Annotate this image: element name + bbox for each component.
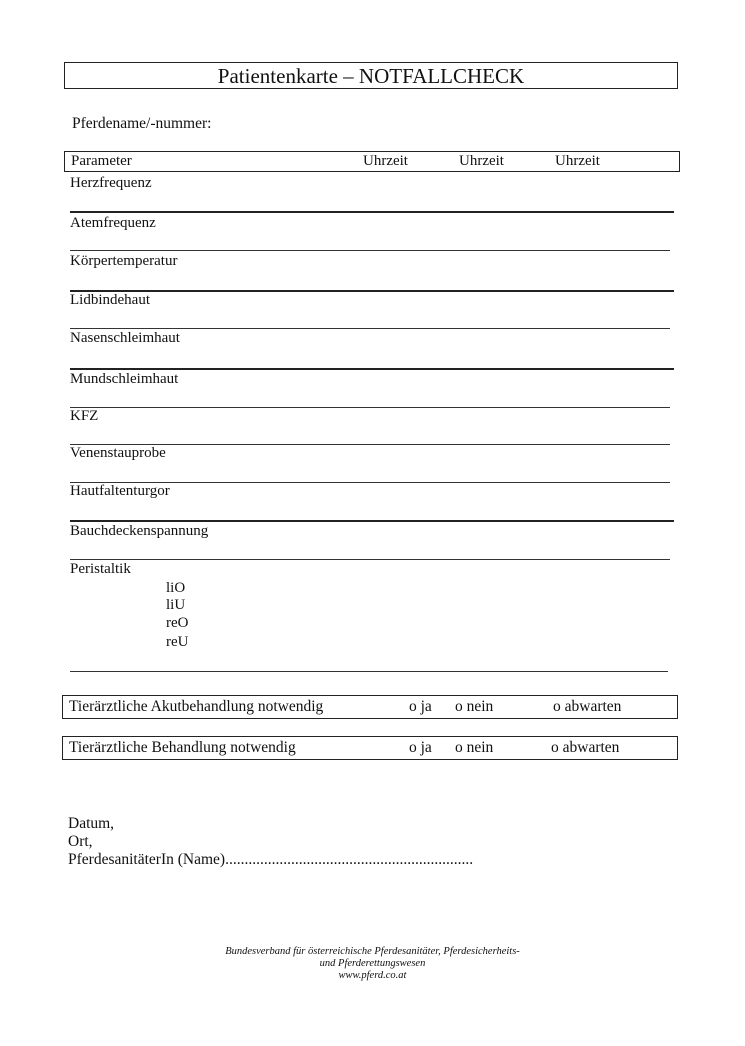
row-label-herzfrequenz: Herzfrequenz — [70, 175, 152, 191]
row-divider — [70, 290, 674, 292]
peristaltik-sub-liu: liU — [166, 597, 186, 613]
row-label-koerpertemperatur: Körpertemperatur — [70, 253, 178, 269]
row-divider — [70, 407, 670, 408]
row-label-peristaltik: Peristaltik — [70, 561, 131, 577]
table-header — [64, 151, 680, 172]
treatment-option-yes[interactable]: o ja — [409, 739, 432, 756]
footer-website: www.pferd.co.at — [338, 970, 407, 981]
row-divider — [70, 250, 670, 251]
row-label-atemfrequenz: Atemfrequenz — [70, 215, 156, 231]
acute-treatment-label: Tierärztliche Akutbehandlung notwendig — [69, 698, 324, 715]
row-label-bauchdeckenspannung: Bauchdeckenspannung — [70, 523, 209, 539]
peristaltik-sub-lio: liO — [166, 580, 186, 596]
row-label-hautfaltenturgor: Hautfaltenturgor — [70, 483, 170, 499]
page-title: Patientenkarte – NOTFALLCHECK — [64, 62, 678, 89]
row-label-mundschleimhaut: Mundschleimhaut — [70, 371, 179, 387]
paramedic-name-field[interactable]: PferdesanitäterIn (Name)................................................................ — [68, 851, 474, 868]
treatment-box — [62, 736, 678, 760]
treatment-label: Tierärztliche Behandlung notwendig — [69, 739, 296, 756]
acute-option-wait[interactable]: o abwarten — [553, 698, 622, 715]
acute-option-yes[interactable]: o ja — [409, 698, 432, 715]
row-label-lidbindehaut: Lidbindehaut — [70, 292, 150, 308]
header-parameter: Parameter — [71, 153, 132, 169]
place-label: Ort, — [68, 833, 93, 850]
row-label-venenstauprobe: Venenstauprobe — [70, 445, 166, 461]
footer-organization: Bundesverband für österreichische Pferdesanitäter, Pferdesicherheits- — [225, 946, 520, 957]
header-time-1: Uhrzeit — [363, 153, 408, 169]
row-divider — [70, 559, 670, 560]
footer-organization-cont: und Pferderettungswesen — [319, 958, 426, 969]
date-label: Datum, — [68, 815, 115, 832]
row-label-nasenschleimhaut: Nasenschleimhaut — [70, 330, 180, 346]
header-time-2: Uhrzeit — [459, 153, 504, 169]
row-divider — [70, 520, 674, 522]
treatment-option-no[interactable]: o nein — [455, 739, 494, 756]
row-divider — [70, 671, 668, 672]
horse-name-label: Pferdename/-nummer: — [72, 115, 212, 132]
acute-option-no[interactable]: o nein — [455, 698, 494, 715]
peristaltik-sub-reu: reU — [166, 634, 189, 650]
row-label-kfz: KFZ — [70, 408, 99, 424]
peristaltik-sub-reo: reO — [166, 615, 189, 631]
treatment-option-wait[interactable]: o abwarten — [551, 739, 620, 756]
row-divider — [70, 368, 674, 370]
header-time-3: Uhrzeit — [555, 153, 600, 169]
row-divider — [70, 328, 670, 329]
row-divider — [70, 211, 674, 213]
acute-treatment-box — [62, 695, 678, 719]
